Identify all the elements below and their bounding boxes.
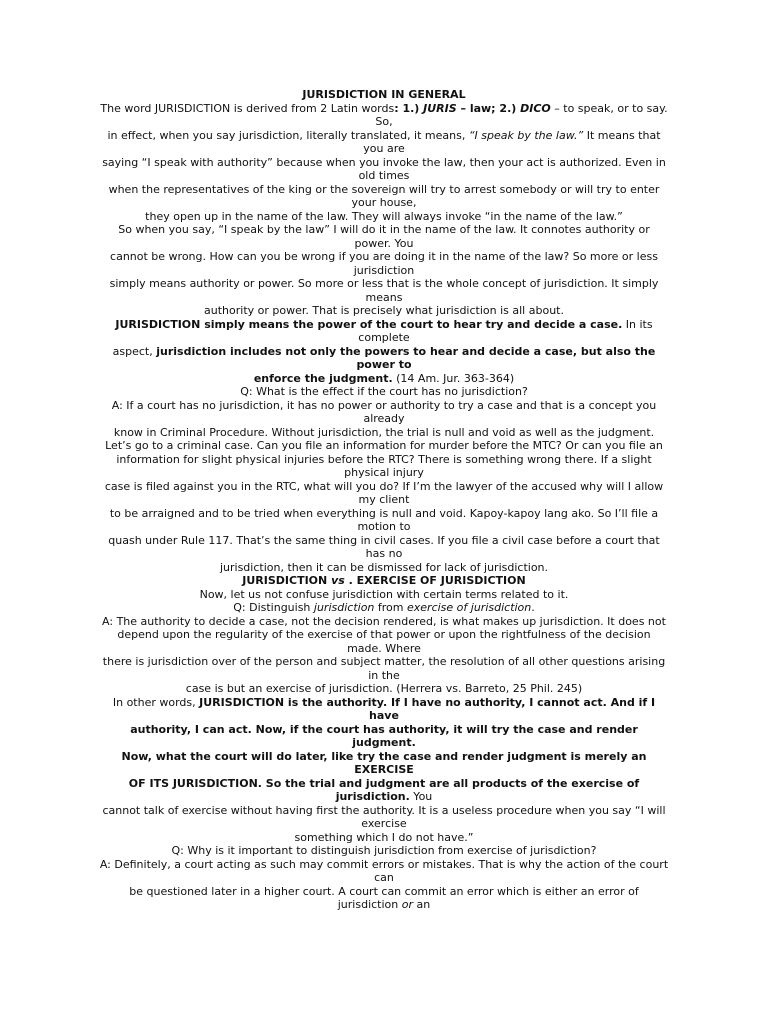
text-line [72,574,696,588]
text-line [72,588,696,602]
text-line [72,615,696,629]
text-run: they open up in the name of the law. They will always invoke “in the name of the law.” [145,209,623,223]
text-run: It means that [583,128,661,142]
text-run: A: The authority to decide a case, not the decision rendered, is what makes up jurisdiction. It does not [102,614,666,628]
text-run: So when you say, “I speak by the law” I will do it in the name of the law. It connotes authority or [118,223,650,236]
text-run: information for slight physical injuries before the RTC? There is something wrong there. If a slight [116,452,652,466]
text-line [72,358,696,372]
text-run: exercise of jurisdiction [407,601,532,614]
text-run: JURISDICTION simply means the power of the court to hear try and decide a case. [115,317,623,331]
text-line [72,169,696,183]
text-run: A: Definitely, a court acting as such may commit errors or mistakes. That is why the action of the court [99,857,669,871]
text-run: know in Criminal Procedure. Without jurisdiction, the trial is null and void as well as the judgment. [113,425,655,439]
text-run: EXERCISE [354,763,414,776]
text-line [72,304,696,318]
text-line [72,115,696,129]
text-line [72,426,696,440]
text-line [72,844,696,858]
text-run: case is but an exercise of jurisdiction. (Herrera vs. Barreto, 25 Phil. 245) [185,682,583,695]
text-run: power. You [354,236,414,250]
text-run: jurisdiction [353,263,415,277]
text-line [72,183,696,197]
text-run: – to speak, or to say. [550,101,668,115]
text-run: when the representatives of the king or the sovereign will try to arrest somebody or will try to enter [108,182,660,196]
text-run: jurisdiction [337,898,402,911]
text-run: or [401,898,414,911]
text-run: exercise [361,817,407,830]
text-line [72,871,696,885]
text-line [72,534,696,548]
text-run: old times [358,169,410,182]
text-run: complete [358,331,410,344]
text-run: enforce the judgment. [253,371,393,385]
document-page [72,88,696,912]
text-line [72,102,696,116]
text-run: be questioned later in a higher court. A court can commit an error which is either an error of [129,884,639,898]
text-run: – law; 2.) [456,101,521,115]
text-line [72,210,696,224]
text-line [72,547,696,561]
text-run: In its [622,317,653,331]
text-line [72,385,696,399]
text-run: JURISDICTION is the authority. If I have no authority, I cannot act. And if I [199,695,656,709]
text-line [72,345,696,359]
text-run: JURIS [423,101,457,115]
text-run: simply means authority or power. So more or less that is the whole concept of jurisdiction. It simply [109,277,659,290]
text-line [72,439,696,453]
text-line [72,817,696,831]
text-run: aspect, [112,344,157,358]
text-line [72,669,696,683]
text-run: Q: Distinguish [233,601,314,614]
text-run: JURISDICTION [242,574,332,587]
text-run: in effect, when you say jurisdiction, literally translated, it means, [107,128,469,142]
text-run: saying “I speak with authority” because when you invoke the law, then your act is authorized. Even in [102,155,666,169]
text-run: “I speak by the law.” [468,128,584,142]
text-line [72,709,696,723]
text-run: jurisdiction. [335,790,410,803]
text-run: Q: What is the effect if the court has no jurisdiction? [240,385,528,398]
text-run: made. Where [347,641,421,655]
text-run: power to [356,358,412,371]
text-line [72,493,696,507]
text-run: means [365,290,403,304]
text-line [72,466,696,480]
text-line [72,858,696,872]
text-line [72,831,696,845]
text-run: . EXERCISE OF JURISDICTION [344,574,526,587]
text-run: A: If a court has no jurisdiction, it has no power or authority to try a case and that is a concept you [111,398,657,412]
text-run: (14 Am. Jur. 363-364) [392,371,515,385]
text-run: motion to [357,520,411,533]
text-line [72,898,696,912]
text-line [72,628,696,642]
text-line [72,129,696,143]
text-line [72,777,696,791]
text-line [72,507,696,521]
text-line [72,453,696,467]
text-run: DICO [520,101,551,115]
text-run: case is filed against you in the RTC, what will you do? If I’m the lawyer of the accused why will I allow [104,479,664,493]
text-run: jurisdiction, then it can be dismissed for lack of jurisdiction. [219,560,549,574]
text-line [72,318,696,332]
text-line [72,372,696,386]
text-run: has no [365,547,403,560]
text-run: you are [363,142,405,155]
text-run: cannot be wrong. How can you be wrong if you are doing it in the name of the law? So more or less [110,250,658,263]
text-run: OF ITS JURISDICTION. So the trial and judgment are all products of the exercise of [128,776,640,790]
text-run: can [374,871,394,884]
text-run: your house, [351,196,417,209]
text-run: physical injury [344,466,424,479]
text-run: jurisdiction [313,601,375,614]
text-line [72,601,696,615]
text-line [72,277,696,291]
text-line [72,520,696,534]
text-run: quash under Rule 117. That’s the same thing in civil cases. If you file a civil case before a court that [108,533,660,547]
text-line [72,196,696,210]
text-run: there is jurisdiction over of the person and subject matter, the resolution of all other questions arising [102,655,666,668]
text-line [72,750,696,764]
text-run: cannot talk of exercise without having first the authority. It is a useless procedure when you say “I will [102,803,666,817]
text-run: You [409,790,433,803]
text-run: vs [331,574,345,587]
text-line [72,291,696,305]
text-run: Let’s go to a criminal case. Can you file an information for murder before the MTC? Or can you file an [105,439,663,452]
text-line [72,561,696,575]
text-run: Now, let us not confuse jurisdiction with certain terms related to it. [199,587,569,601]
text-line [72,655,696,669]
text-run: In other words, [112,695,200,709]
text-run: depend upon the regularity of the exercise of that power or upon the rightfulness of the decision [117,628,651,641]
text-run: from [374,601,407,614]
text-line [72,723,696,737]
text-run: my client [358,493,410,506]
text-line [72,223,696,237]
text-run: judgment. [352,736,416,749]
text-line [72,156,696,170]
text-line [72,790,696,804]
text-line [72,412,696,426]
text-line [72,264,696,278]
text-line [72,399,696,413]
text-line [72,696,696,710]
text-run: already [363,412,405,425]
text-run: Q: Why is it important to distinguish jurisdiction from exercise of jurisdiction? [171,844,597,857]
text-run: to be arraigned and to be tried when everything is null and void. Kapoy-kapoy lang ako. So I’ll file a [109,506,659,520]
text-line [72,804,696,818]
text-line [72,736,696,750]
text-run: : 1.) [394,101,424,115]
text-run: in the [368,668,400,682]
text-run: authority, I can act. Now, if the court has authority, it will try the case and render [130,722,638,736]
document-body [72,102,696,912]
text-line [72,885,696,899]
text-run: authority or power. That is precisely what jurisdiction is all about. [204,304,564,317]
text-run: The word JURISDICTION is derived from 2 Latin words [100,101,395,115]
text-line [72,237,696,251]
text-line [72,142,696,156]
text-run: So, [375,115,393,128]
text-line [72,642,696,656]
text-line [72,763,696,777]
text-run: . [531,601,535,614]
text-line [72,682,696,696]
text-line [72,250,696,264]
text-run: jurisdiction includes not only the powers to hear and decide a case, but also the [156,344,656,358]
text-run: something which I do not have.” [294,830,474,844]
text-run: have [369,709,399,722]
text-line [72,331,696,345]
text-line [72,480,696,494]
document-title: JURISDICTION IN GENERAL [302,88,466,101]
text-run: Now, what the court will do later, like try the case and render judgment is merely an [121,749,647,763]
text-run: an [413,898,431,911]
